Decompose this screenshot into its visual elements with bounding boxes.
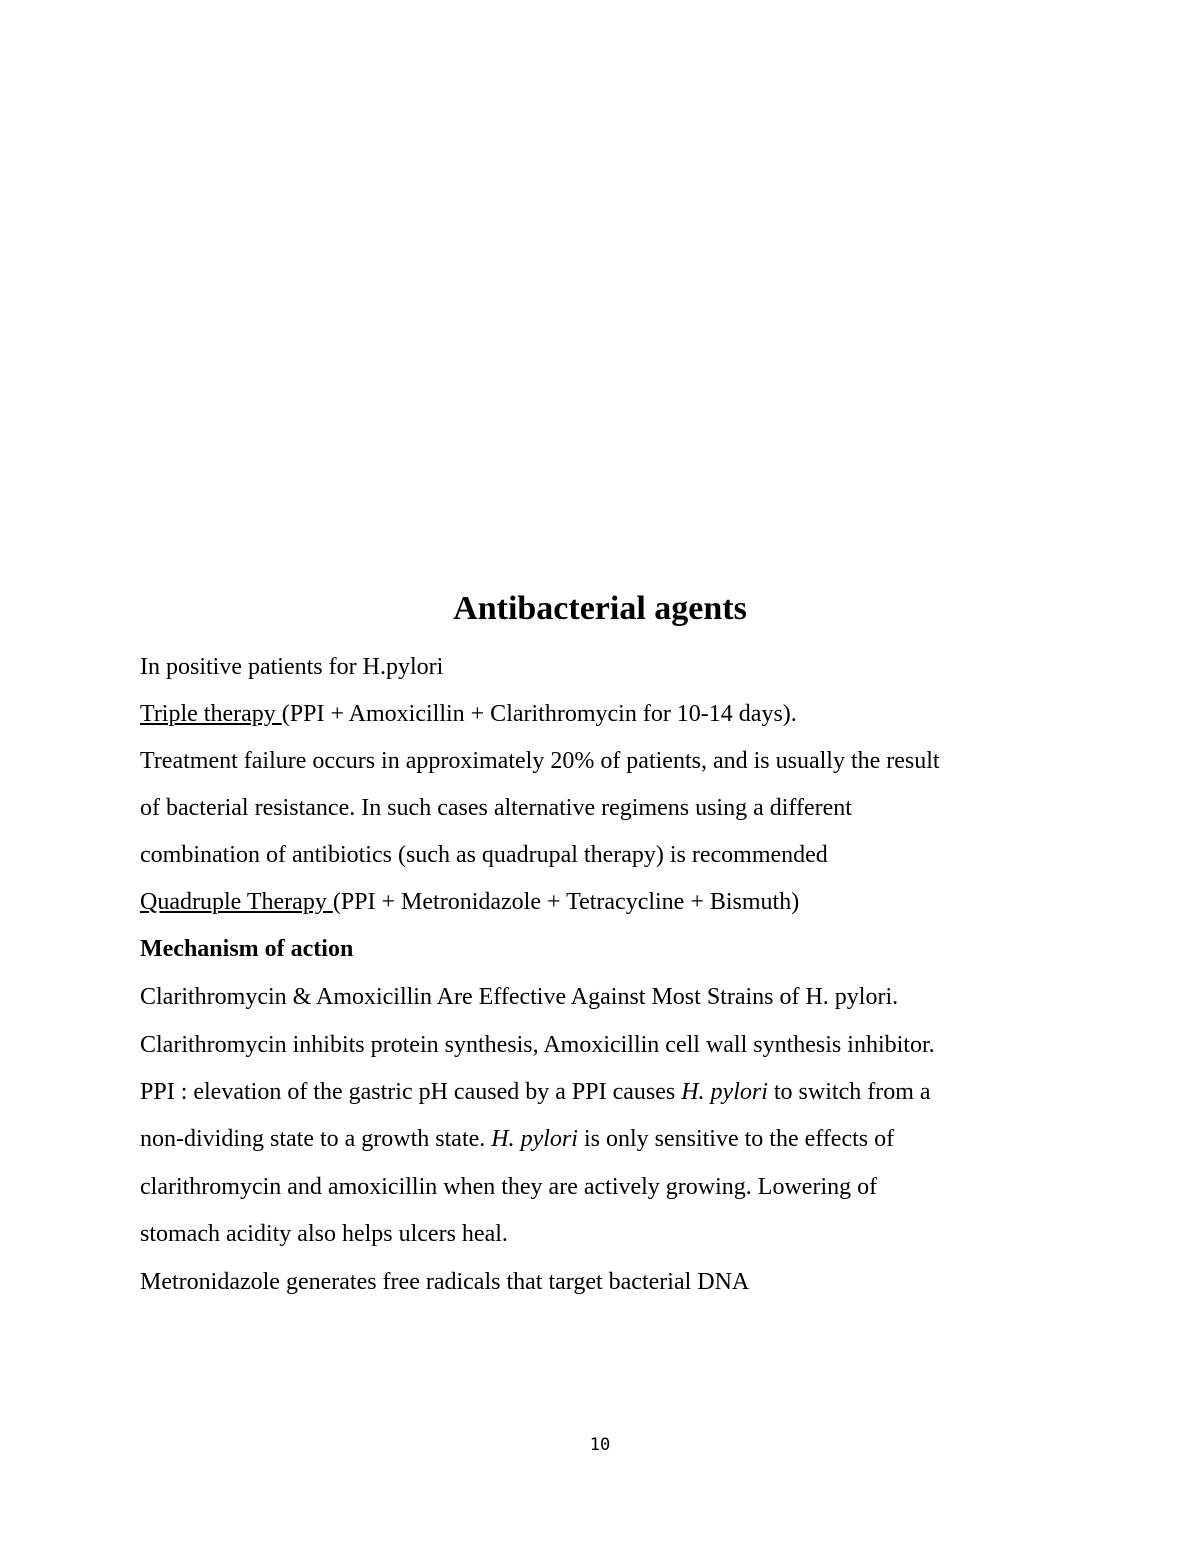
ppi-line-1-organism: H. pylori [681, 1079, 768, 1105]
ppi-line-1-c: to switch from a [767, 1079, 931, 1105]
page-title: Antibacterial agents [453, 590, 747, 627]
treatment-failure-line-2: of bacterial resistance. In such cases alternative regimens using a different [140, 795, 852, 821]
treatment-failure-line-3: combination of antibiotics (such as quadrupal therapy) is recommended [140, 842, 828, 868]
ppi-line-2-c: is only sensitive to the effects of [577, 1126, 895, 1152]
paragraph-ppi-line-2 [140, 1123, 1100, 1155]
ppi-line-2-a: non-dividing state to a growth state. [140, 1126, 492, 1152]
paragraph-metronidazole: Metronidazole generates free radicals that target bacterial DNA [140, 1269, 750, 1295]
paragraph-mechanisms: Clarithromycin inhibits protein synthesis, Amoxicillin cell wall synthesis inhibitor. [140, 1032, 935, 1058]
paragraph-ppi-line-3: clarithromycin and amoxicillin when they are actively growing. Lowering of [140, 1174, 878, 1200]
paragraph-hpylori-positive: In positive patients for H.pylori [140, 654, 444, 680]
paragraph-triple-therapy [140, 698, 1100, 730]
triple-therapy-label: Triple therapy [140, 701, 282, 727]
triple-therapy-text: (PPI + Amoxicillin + Clarithromycin for 10-14 days). [281, 701, 797, 727]
paragraph-ppi-line-1 [140, 1076, 1100, 1108]
paragraph-ppi-line-4: stomach acidity also helps ulcers heal. [140, 1221, 508, 1247]
page-number: 10 [589, 1435, 611, 1455]
ppi-line-2-organism: H. pylori [491, 1126, 578, 1152]
ppi-line-1-a: PPI : elevation of the gastric pH caused by a PPI causes [140, 1079, 682, 1105]
quadruple-therapy-text: (PPI + Metronidazole + Tetracycline + Bismuth) [332, 889, 800, 915]
paragraph-effective-against: Clarithromycin & Amoxicillin Are Effective Against Most Strains of H. pylori. [140, 984, 899, 1010]
mechanism-heading: Mechanism of action [140, 936, 354, 962]
treatment-failure-line-1: Treatment failure occurs in approximately 20% of patients, and is usually the result [140, 748, 940, 774]
quadruple-therapy-label: Quadruple Therapy [140, 889, 333, 915]
paragraph-quadruple-therapy [140, 886, 1100, 918]
